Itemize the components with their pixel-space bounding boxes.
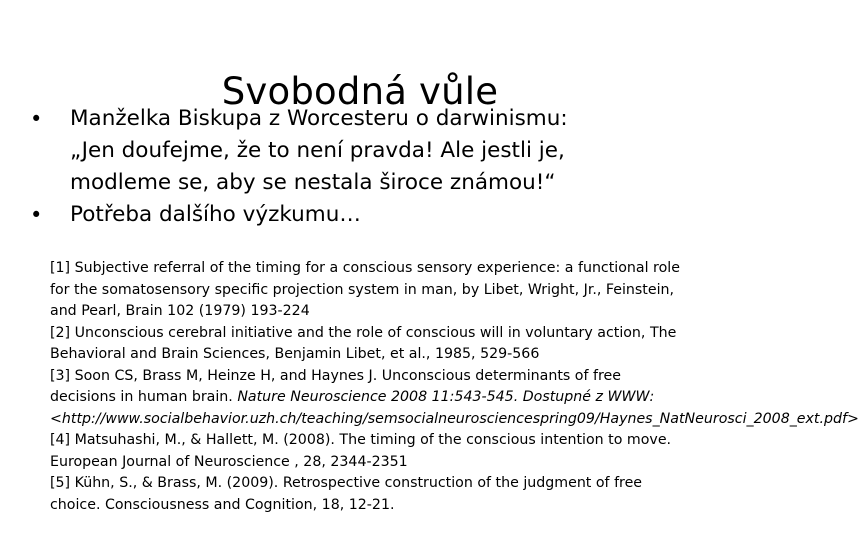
reference-item xyxy=(50,366,859,431)
bullet-item xyxy=(30,199,700,231)
bullet-item xyxy=(30,103,700,199)
reference-italic-text: Nature Neuroscience 2008 11:543-545. Dostupné z WWW: <http://www.socialbehavior.uzh.ch/teaching/semsocialneurosciencespring09/Haynes_NatNeurosci_2008_ext.pdf> xyxy=(50,389,859,427)
reference-item: [5] Kühn, S., & Brass, M. (2009). Retrospective construction of the judgment of free choice. Consciousness and Cognition, 18, 12-21. xyxy=(50,475,643,513)
quote-line: modleme se, aby se nestala široce známou!“ xyxy=(70,170,556,195)
bullet-list xyxy=(30,103,700,231)
reference-list xyxy=(50,258,859,516)
bullet-line: Manželka Biskupa z Worcesteru o darwinismu: xyxy=(70,106,568,131)
reference-item: [1] Subjective referral of the timing for a conscious sensory experience: a functional role for the somatosensory specific projection system in man, by Libet, Wright, Jr., Feinstein, and Pearl, Brain 102 (1979) 193-224 xyxy=(50,260,680,319)
reference-text: [3] Soon CS, Brass M, Heinze H, and Haynes J. Unconscious determinants of free decisions in human brain. xyxy=(50,367,621,405)
quote-line: „Jen doufejme, že to není pravda! Ale jestli je, xyxy=(70,138,565,163)
slide-title: Svobodná vůle xyxy=(221,69,499,113)
bullet-line: Potřeba dalšího výzkumu… xyxy=(70,202,361,227)
reference-item: [4] Matsuhashi, M., & Hallett, M. (2008). The timing of the conscious intention to move. European Journal of Neuroscience , 28, 2344-2351 xyxy=(50,432,672,470)
bullet-dot-icon: • xyxy=(30,203,43,227)
reference-item: [2] Unconscious cerebral initiative and the role of conscious will in voluntary action, The Behavioral and Brain Sciences, Benjamin Libet, et al., 1985, 529-566 xyxy=(50,324,677,362)
bullet-dot-icon: • xyxy=(30,107,43,131)
